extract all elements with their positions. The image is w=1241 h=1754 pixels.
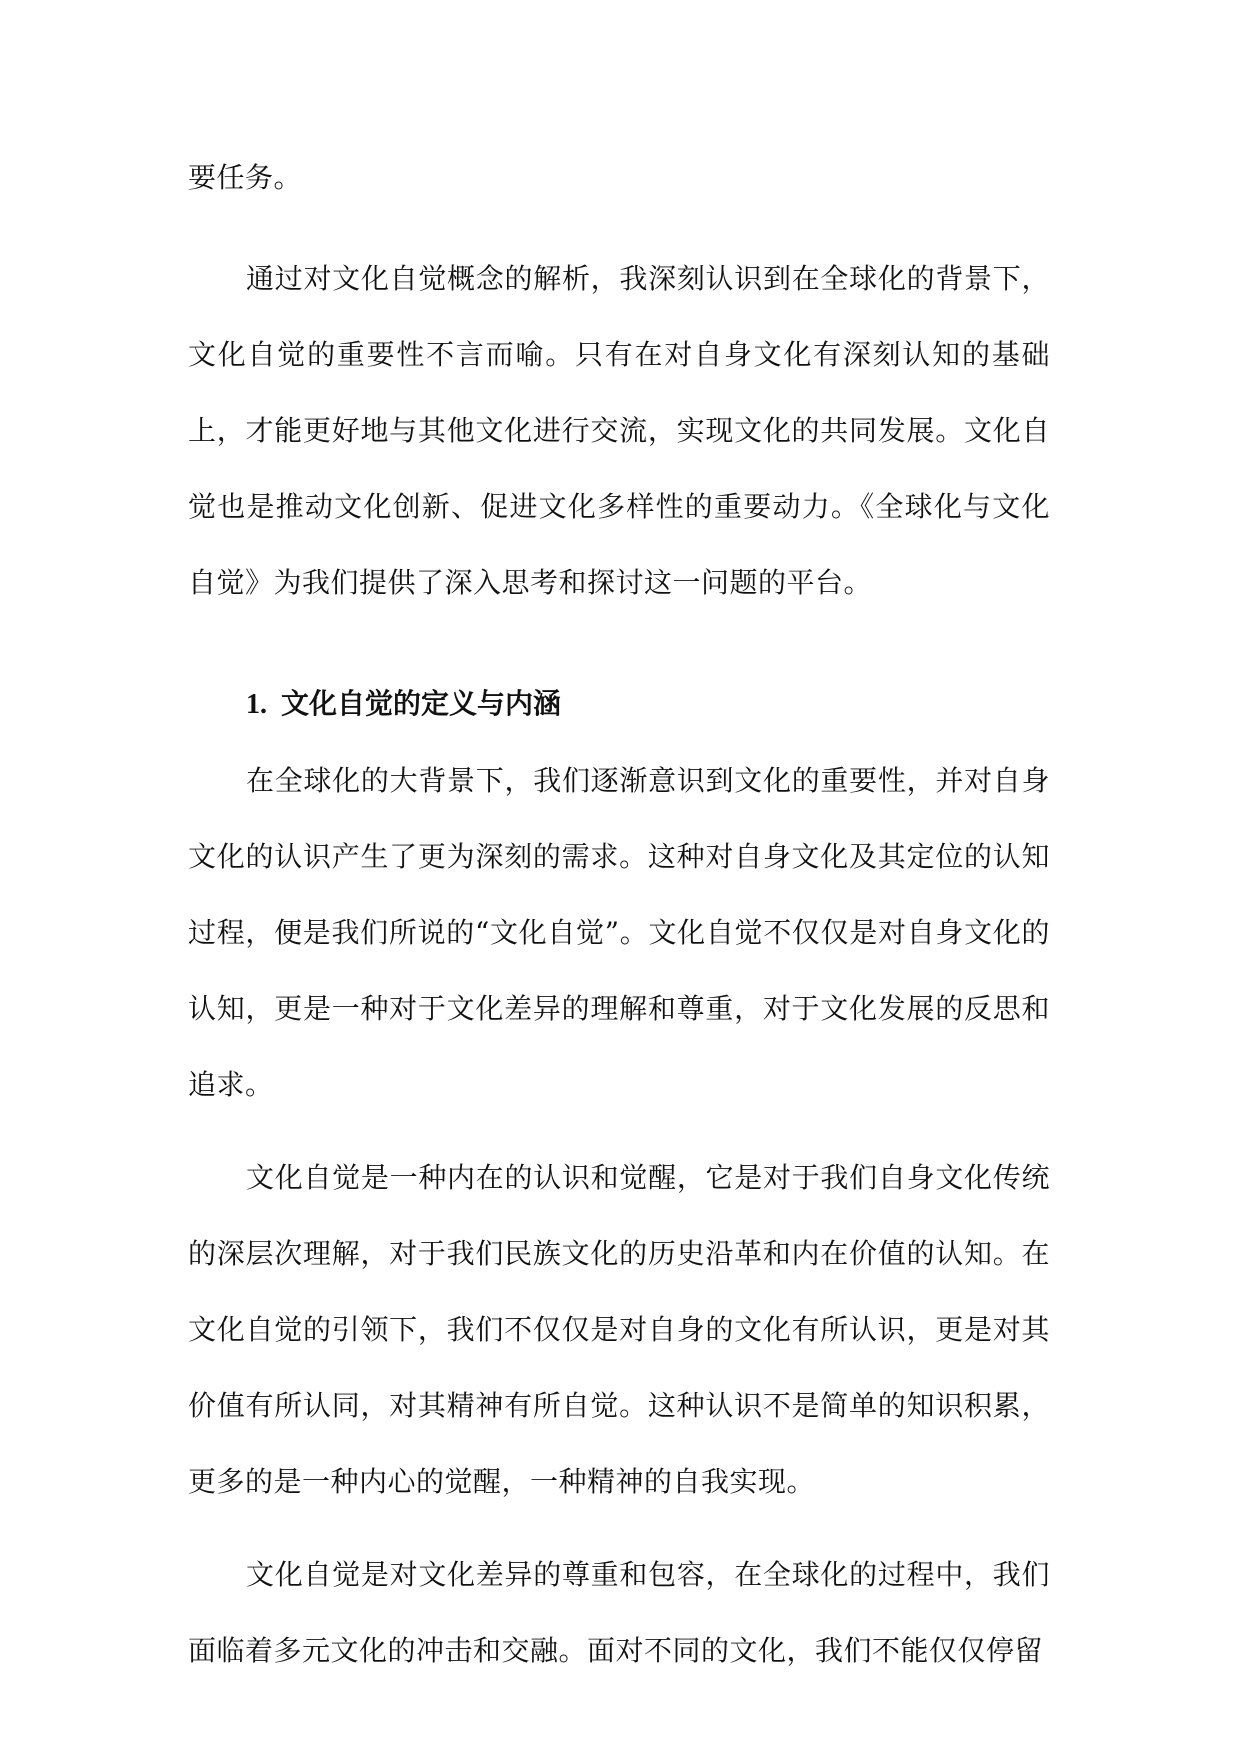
continuation-text: 要任务。 — [188, 161, 303, 194]
paragraph-definition: 在全球化的大背景下，我们逐渐意识到文化的重要性，并对自身文化的认识产生了更为深刻的需求。这种对自身文化及其定位的认知过程，便是我们所说的“文化自觉”。文化自觉不仅仅是对自身文化的认知，更是一种对于文化差异的理解和尊重，对于文化发展的反思和追求。 — [188, 764, 1050, 1101]
section-title: 文化自觉的定义与内涵 — [281, 687, 562, 720]
paragraph-inner-awareness: 文化自觉是一种内在的认识和觉醒，它是对于我们自身文化传统的深层次理解，对于我们民族文化的历史沿革和内在价值的认知。在文化自觉的引领下，我们不仅仅是对自身的文化有所认识，更是对其价值有所认同，对其精神有所自觉。这种认识不是简单的知识积累，更多的是一种内心的觉醒，一种精神的自我实现。 — [188, 1161, 1050, 1498]
intro-paragraph: 通过对文化自觉概念的解析，我深刻认识到在全球化的背景下，文化自觉的重要性不言而喻。只有在对自身文化有深刻认知的基础上，才能更好地与其他文化进行交流，实现文化的共同发展。文化自觉也是推动文化创新、促进文化多样性的重要动力。《全球化与文化自觉》为我们提供了深入思考和探讨这一问题的平台。 — [188, 262, 1050, 599]
section-number: 1. — [246, 689, 267, 720]
paragraph-respect-difference: 文化自觉是对文化差异的尊重和包容，在全球化的过程中，我们面临着多元文化的冲击和交融。面对不同的文化，我们不能仅仅停留 — [188, 1558, 1050, 1667]
document-body — [188, 140, 1050, 1689]
section-heading — [188, 666, 1050, 743]
